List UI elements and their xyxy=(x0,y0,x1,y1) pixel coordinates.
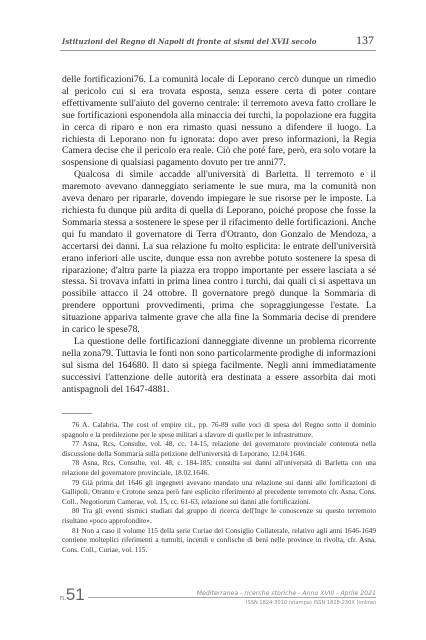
footnote-76: 76 A. Calabria, The cost of empire cit., pp. 76-89 sulle voci di spesa del Regno sotto il dominio spagnolo e la predilezione per le spese militari a sfavore di quelle per le infrastrutture. xyxy=(62,420,376,439)
footnote-81: 81 Non a caso il volume 115 della serie Curiae del Consiglio Collaterale, relativo agli anni 1646-1649 contiene molteplici riferimenti a tumulti, incendi e confische di beni nelle province in rivolta, cfr. Asna, Cons. Coll., Curiae, vol. 115. xyxy=(62,525,376,554)
footnote-80: 80 Tra gli eventi sismici studiati dal gruppo di ricerca dell'Ingv le conoscenze su questo terremoto risultano «poco approfondite». xyxy=(62,506,376,525)
body-paragraph-1: delle fortificazioni76. La comunità locale di Leporano cercò dunque un rimedio al pericolo cui si era trovata esposta, senza essere certa di poter contare effettivamente sull'aiuto del governo centrale: il terremoto aveva fatto crollare le sue fortificazioni esponendola alla minaccia dei turchi, la popolazione era fuggita in cerca di riparo e non era rimasto quasi nessuno a difendere il luogo. La richiesta di Leporano non fu ignorata: dopo aver preso informazioni, la Regia Camera decise che il pericolo era reale. Ciò che poté fare, però, era solo votare la sospensione di qualsiasi pagamento dovuto per tre anni77. xyxy=(62,74,376,169)
body-text xyxy=(62,74,376,395)
footnote-77: 77 Asna, Rcs, Consulte, vol. 48, cc. 14-15, relazione del governatore provinciale contenuta nella discussione della Sommaria sulla petizione dell'università di Leporano, 12.04.1646. xyxy=(62,439,376,458)
page-number: 137 xyxy=(356,33,374,47)
body-paragraph-2: Qualcosa di simile accadde all'università di Barletta. Il terremoto e il maremoto avevano danneggiato seriamente le sue mura, ma la comunità non aveva denaro per ripararle, dovendo impiegare le sue risorse per le imposte. La richiesta fu dunque più ardita di quella di Leporano, poiché propose che fosse la Sommaria stessa a sostenere le spese per il rifacimento delle fortificazioni. Anche qui fu mandato il governatore di Terra d'Otranto, don Gonzalo de Mendoza, a accertarsi dei danni. La sua relazione fu molto esplicita: le entrate dell'università erano inferiori alle uscite, dunque essa non avrebbe potuto sostenere la spesa di riparazione; d'altra parte la piazza era troppo importante per essere lasciata a sé stessa. Si trovava infatti in prima linea contro i turchi, dai quali ci si aspettava un possibile attacco il 24 ottobre. Il governatore pregò dunque la Sommaria di prendere opportuni provvedimenti, prima che sopraggiungesse l'estate. La situazione appariva talmente grave che alla fine la Sommaria decise di prendere in carico le spese78. xyxy=(62,169,376,336)
folio-number: 51 xyxy=(65,585,85,604)
footnote-rule xyxy=(62,413,92,414)
journal-line: Mediterranea - ricerche storiche - Anno XVIII - Aprile 2021 xyxy=(196,590,376,597)
header-rule xyxy=(60,50,376,51)
footnote-79: 79 Già prima del 1646 gli ingegneri avevano mandato una relazione sui danni alle fortificazioni di Gallipoli, Otranto e Crotone senza però fare esplicito riferimento al precedente terremoto cfr. Asna, Cons. Coll., Negotiorum Camerae, vol. 15, cc. 61-63, relazione sui danni alle fortificazioni. xyxy=(62,477,376,506)
folio xyxy=(60,585,85,605)
footnotes xyxy=(62,420,376,554)
body-paragraph-3: La questione delle fortificazioni danneggiate divenne un problema ricorrente nella zona79. Tuttavia le fonti non sono particolarmente prodighe di informazioni sul sisma del 164680. Il dato si spiega facilmente. Negli anni immediatamente successivi l'attenzione delle autorità era destinata a essere assorbita dai moti antispagnoli del 1647-4881. xyxy=(62,335,376,395)
footnote-78: 78 Asna, Rcs, Consulte, vol. 48, c. 184-185, consulta sui danni all'università di Barletta con una relazione del governatore provinciale, 18.02.1646. xyxy=(62,458,376,477)
running-title: Istituzioni del Regno di Napoli di fronte ai sismi del XVII secolo xyxy=(62,37,317,46)
issn-line: ISSN 1824-3010 (stampa) ISSN 1828-230X (online) xyxy=(245,600,376,606)
folio-prefix: n. xyxy=(60,595,66,602)
footer-rule xyxy=(88,597,376,598)
